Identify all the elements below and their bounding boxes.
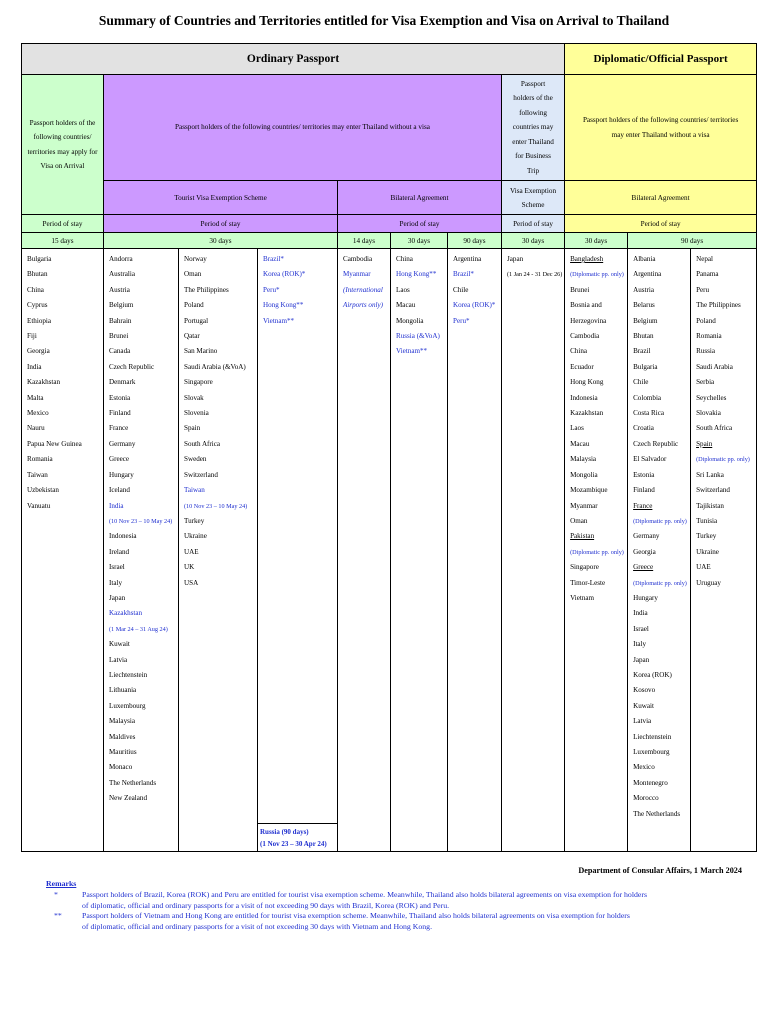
period-of-stay-voa: Period of stay: [22, 215, 104, 233]
country-entry: Bangladesh: [570, 255, 604, 263]
country-entry: Liechtenstein: [633, 732, 672, 741]
country-entry: Peru*: [453, 316, 470, 325]
diplomatic-description: Passport holders of the following countries/ territories may enter Thailand without a visa: [565, 75, 757, 181]
country-entry: Pakistan: [570, 532, 595, 541]
country-entry: India: [633, 609, 648, 618]
country-entry: Chile: [633, 378, 649, 387]
country-entry: Portugal: [184, 316, 209, 325]
country-entry: Sri Lanka: [696, 470, 724, 479]
country-entry: (Diplomatic pp. only): [570, 271, 624, 279]
country-entry: Czech Republic: [109, 362, 155, 371]
country-entry: Malaysia: [109, 717, 136, 726]
country-entry: Hungary: [109, 470, 134, 479]
country-entry: Mongolia: [396, 316, 424, 325]
country-entry: Hong Kong**: [396, 270, 437, 279]
country-entry: Colombia: [633, 393, 662, 402]
country-entry: France: [633, 501, 653, 510]
country-entry: Greece: [109, 455, 130, 464]
country-entry: Mexico: [633, 763, 655, 772]
country-entry: Finland: [109, 409, 131, 418]
country-entry: Uzbekistan: [27, 486, 59, 495]
country-entry: (Diplomatic pp. only): [570, 548, 624, 556]
country-entry: Brazil*: [263, 255, 284, 263]
country-entry: Bhutan: [27, 270, 48, 279]
country-entry: New Zealand: [109, 794, 148, 803]
country-entry: Nepal: [696, 255, 714, 263]
period-of-stay-diplomatic: Period of stay: [565, 215, 757, 233]
country-entry: Kazakhstan: [109, 609, 143, 618]
country-entry: Montenegro: [633, 778, 668, 787]
country-entry: Indonesia: [570, 393, 598, 402]
country-entry: Tunisia: [696, 516, 718, 525]
country-entry: Denmark: [109, 378, 136, 387]
country-entry: Romania: [27, 455, 53, 464]
country-entry: Chile: [453, 285, 469, 294]
country-entry: Slovenia: [184, 409, 209, 418]
country-entry: Taiwan: [184, 486, 205, 495]
country-entry: Bhutan: [633, 332, 654, 341]
country-entry: Timor-Leste: [570, 578, 606, 587]
bilateral-14-list: [338, 249, 391, 852]
country-entry: Greece: [633, 563, 654, 572]
country-entry: Sweden: [184, 455, 207, 464]
country-entry: South Africa: [696, 424, 733, 433]
country-entry: South Africa: [184, 439, 221, 448]
voa-description: Passport holders of the following countries/ territories may apply for Visa on Arrival: [22, 75, 104, 215]
country-entry: Peru*: [263, 285, 280, 294]
country-entry: (1 Mar 24 – 31 Aug 24): [109, 625, 168, 633]
days-15: 15 days: [22, 233, 104, 249]
country-entry: Germany: [633, 532, 660, 541]
bilateral-agreement-label: Bilateral Agreement: [338, 181, 502, 215]
country-entry: Lithuania: [109, 686, 137, 695]
business-list: [502, 249, 565, 852]
diplomatic-90-list-a: [628, 249, 691, 852]
country-entry: Laos: [396, 285, 410, 294]
period-of-stay-bilateral: Period of stay: [338, 215, 502, 233]
country-entry: Israel: [633, 624, 649, 633]
country-entry: Croatia: [633, 424, 654, 433]
visa-exemption-scheme-label: Visa Exemption Scheme: [502, 181, 565, 215]
country-entry: Estonia: [109, 393, 131, 402]
tourist-country-list-1: [104, 249, 179, 852]
page-title: Summary of Countries and Territories entitled for Visa Exemption and Visa on Arrival to Thailand: [98, 13, 670, 28]
diplomatic-passport-header: Diplomatic/Official Passport: [565, 44, 757, 75]
country-entry: Belgium: [633, 316, 658, 325]
country-entry: Nauru: [27, 424, 45, 433]
country-entry: Ethiopia: [27, 316, 52, 325]
country-entry: Spain: [696, 439, 713, 448]
country-entry: Japan: [633, 655, 650, 664]
country-entry: Papua New Guinea: [27, 439, 82, 448]
country-entry: Poland: [696, 316, 716, 325]
country-entry: Singapore: [570, 563, 599, 572]
country-entry: Estonia: [633, 470, 655, 479]
country-entry: Malaysia: [570, 455, 597, 464]
country-entry: Ukraine: [184, 532, 207, 541]
country-entry: Saudi Arabia (&VoA): [184, 362, 246, 371]
country-entry: Vanuatu: [27, 501, 51, 510]
country-entry: Switzerland: [184, 470, 218, 479]
country-entry: Slovakia: [696, 409, 721, 418]
days-14: 14 days: [338, 233, 391, 249]
country-entry: Myanmar: [570, 501, 598, 510]
country-entry: UAE: [184, 547, 199, 556]
country-entry: USA: [184, 578, 199, 587]
country-entry: The Netherlands: [633, 809, 681, 818]
tourist-country-list-2: [179, 249, 258, 852]
country-entry: Monaco: [109, 763, 133, 772]
country-entry: Latvia: [633, 717, 652, 726]
country-entry: Albania: [633, 255, 656, 263]
country-entry: China: [570, 347, 588, 356]
country-entry: Ukraine: [696, 547, 719, 556]
country-entry: Panama: [696, 270, 719, 279]
country-entry: Hungary: [633, 593, 658, 602]
remarks-heading: Remarks: [46, 879, 77, 888]
country-entry: Serbia: [696, 378, 715, 387]
country-entry: Oman: [184, 270, 202, 279]
tourist-country-list-3: [258, 249, 338, 852]
country-entry: Brunei: [570, 285, 590, 294]
country-entry: Vietnam: [570, 593, 595, 602]
country-entry: Maldives: [109, 732, 136, 741]
country-entry: Spain: [184, 424, 201, 433]
country-entry: Belarus: [633, 301, 655, 310]
voa-country-list: [22, 249, 104, 852]
country-entry: Russia: [696, 347, 715, 356]
country-entry: Argentina: [453, 255, 482, 263]
country-entry: Seychelles: [696, 393, 727, 402]
country-entry: (Diplomatic pp. only): [696, 456, 750, 464]
country-entry: Peru: [696, 285, 710, 294]
country-entry: India: [109, 501, 124, 510]
country-entry: Malta: [27, 393, 44, 402]
country-entry: Romania: [696, 332, 722, 341]
country-entry: Brazil*: [453, 270, 474, 279]
tourist-scheme-label: Tourist Visa Exemption Scheme: [104, 181, 338, 215]
country-entry: Fiji: [27, 332, 37, 341]
country-entry: Japan: [507, 255, 524, 263]
country-entry: Germany: [109, 439, 136, 448]
country-entry: Oman: [570, 516, 588, 525]
country-entry: India: [27, 362, 42, 371]
diplomatic-bilateral-label: Bilateral Agreement: [565, 181, 757, 215]
country-entry: Switzerland: [696, 486, 730, 495]
remark-mark-2: **: [54, 911, 62, 920]
bilateral-90-list: [448, 249, 502, 852]
country-entry: Slovak: [184, 393, 204, 402]
country-entry: Canada: [109, 347, 131, 356]
country-entry: Israel: [109, 563, 125, 572]
days-30-business: 30 days: [502, 233, 565, 249]
country-entry: (1 Jan 24 - 31 Dec 26): [507, 271, 563, 279]
country-entry: Argentina: [633, 270, 662, 279]
diplomatic-30-list: [565, 249, 628, 852]
country-entry: Mozambique: [570, 486, 608, 495]
country-entry: Mongolia: [570, 470, 598, 479]
country-entry: Herzegovina: [570, 316, 607, 325]
country-entry: Russia (&VoA): [396, 332, 440, 341]
business-trip-description: Passport holders of the following countries may enter Thailand for Business Trip: [502, 75, 565, 181]
country-entry: Costa Rica: [633, 409, 665, 418]
country-entry: Latvia: [109, 655, 128, 664]
country-entry: The Netherlands: [109, 778, 157, 787]
country-entry: China: [396, 255, 413, 263]
country-entry: Bosnia and: [570, 301, 602, 310]
country-entry: Austria: [109, 285, 130, 294]
country-entry: UK: [184, 563, 195, 572]
country-entry: Myanmar: [343, 270, 371, 279]
country-entry: (International: [343, 285, 383, 294]
country-entry: Kosovo: [633, 686, 656, 695]
country-entry: France: [109, 424, 129, 433]
days-90-bilateral: 90 days: [448, 233, 502, 249]
country-entry: Kazakhstan: [27, 378, 61, 387]
country-entry: Brunei: [109, 332, 129, 341]
country-entry: Hong Kong**: [263, 301, 304, 310]
no-visa-description: Passport holders of the following countries/ territories may enter Thailand without a visa: [104, 75, 502, 181]
country-entry: Uruguay: [696, 578, 721, 587]
country-entry: Italy: [633, 640, 647, 649]
country-entry: Ecuador: [570, 362, 594, 371]
country-entry: Georgia: [633, 547, 656, 556]
country-entry: San Marino: [184, 347, 218, 356]
country-entry: Liechtenstein: [109, 670, 148, 679]
country-entry: Hong Kong: [570, 378, 604, 387]
country-entry: Poland: [184, 301, 204, 310]
country-entry: El Salvador: [633, 455, 667, 464]
period-of-stay-business: Period of stay: [502, 215, 565, 233]
country-entry: Saudi Arabia: [696, 362, 733, 371]
country-entry: Mauritius: [109, 748, 137, 756]
remarks-section: [46, 879, 746, 932]
country-entry: Kazakhstan: [570, 409, 604, 418]
country-entry: Finland: [633, 486, 655, 495]
bilateral-30-list: [391, 249, 448, 852]
country-entry: Macau: [570, 439, 590, 448]
country-entry: Cambodia: [343, 255, 373, 263]
country-entry: Australia: [109, 270, 136, 279]
days-30-bilateral: 30 days: [391, 233, 448, 249]
country-entry: Czech Republic: [633, 439, 679, 448]
country-entry: Korea (ROK): [633, 670, 672, 679]
country-entry: Belgium: [109, 301, 134, 310]
country-entry: Korea (ROK)*: [453, 301, 496, 310]
country-entry: Ireland: [109, 547, 130, 556]
country-entry: (10 Nov 23 – 10 May 24): [184, 502, 248, 510]
country-entry: (Diplomatic pp. only): [633, 579, 687, 587]
days-30-tourist: 30 days: [104, 233, 338, 249]
country-entry: Tajikistan: [696, 501, 724, 510]
country-entry: Turkey: [696, 532, 717, 541]
remark-text-2: Passport holders of Vietnam and Hong Kong are entitled for tourist visa exemption scheme. Meanwhile, Thailand also holds bilateral agreements on visa exemption for holders of diplomatic, official and ordinary passports for a visit of not exceeding 30 days with Vietnam and Hong Kong.: [82, 911, 630, 931]
country-entry: Mexico: [27, 409, 49, 418]
country-entry: Macau: [396, 301, 416, 310]
country-entry: Georgia: [27, 347, 50, 356]
department-credit: Department of Consular Affairs, 1 March 2024: [578, 866, 742, 875]
country-entry: Korea (ROK)*: [263, 270, 306, 279]
country-entry: Vietnam**: [263, 316, 295, 325]
country-entry: Cambodia: [570, 332, 600, 341]
country-entry: Taiwan: [27, 470, 48, 479]
russia-note: Russia (90 days) (1 Nov 23 – 30 Apr 24): [257, 823, 338, 852]
country-entry: Kuwait: [109, 640, 130, 649]
country-entry: Morocco: [633, 794, 659, 803]
country-entry: Turkey: [184, 516, 205, 525]
country-entry: Cyprus: [27, 301, 48, 310]
country-entry: Brazil: [633, 347, 651, 356]
period-of-stay-tourist: Period of stay: [104, 215, 338, 233]
days-90-diplomatic: 90 days: [628, 233, 757, 249]
visa-summary-table: [21, 43, 757, 852]
country-entry: The Philippines: [696, 301, 741, 310]
country-entry: UAE: [696, 563, 711, 572]
country-entry: (Diplomatic pp. only): [633, 517, 687, 525]
days-30-diplomatic: 30 days: [565, 233, 628, 249]
country-entry: Andorra: [109, 255, 133, 263]
country-entry: (10 Nov 23 – 10 May 24): [109, 517, 173, 525]
country-entry: Austria: [633, 285, 654, 294]
country-entry: China: [27, 285, 44, 294]
country-entry: Luxembourg: [109, 701, 146, 710]
country-entry: The Philippines: [184, 285, 229, 294]
country-entry: Qatar: [184, 332, 200, 341]
country-entry: Iceland: [109, 486, 130, 495]
diplomatic-90-list-b: [691, 249, 757, 852]
country-entry: Luxembourg: [633, 748, 670, 756]
remark-text-1: Passport holders of Brazil, Korea (ROK) and Peru are entitled for tourist visa exemption scheme. Meanwhile, Thailand also holds bilateral agreements on visa exemption for holders of diplomatic, official and ordinary passports for a visit of not exceeding 90 days with Brazil, Korea (ROK) and Peru.: [82, 890, 647, 910]
country-entry: Indonesia: [109, 532, 137, 541]
remark-mark-1: *: [54, 890, 58, 899]
country-entry: Vietnam**: [396, 347, 428, 356]
ordinary-passport-header: Ordinary Passport: [22, 44, 565, 75]
country-entry: Singapore: [184, 378, 213, 387]
country-entry: Laos: [570, 424, 584, 433]
country-entry: Norway: [184, 255, 207, 263]
country-entry: Bulgaria: [633, 362, 658, 371]
country-entry: Bahrain: [109, 316, 132, 325]
country-entry: Airports only): [343, 301, 383, 310]
country-entry: Italy: [109, 578, 122, 587]
country-entry: Bulgaria: [27, 255, 52, 263]
country-entry: Japan: [109, 593, 126, 602]
country-entry: Kuwait: [633, 701, 654, 710]
